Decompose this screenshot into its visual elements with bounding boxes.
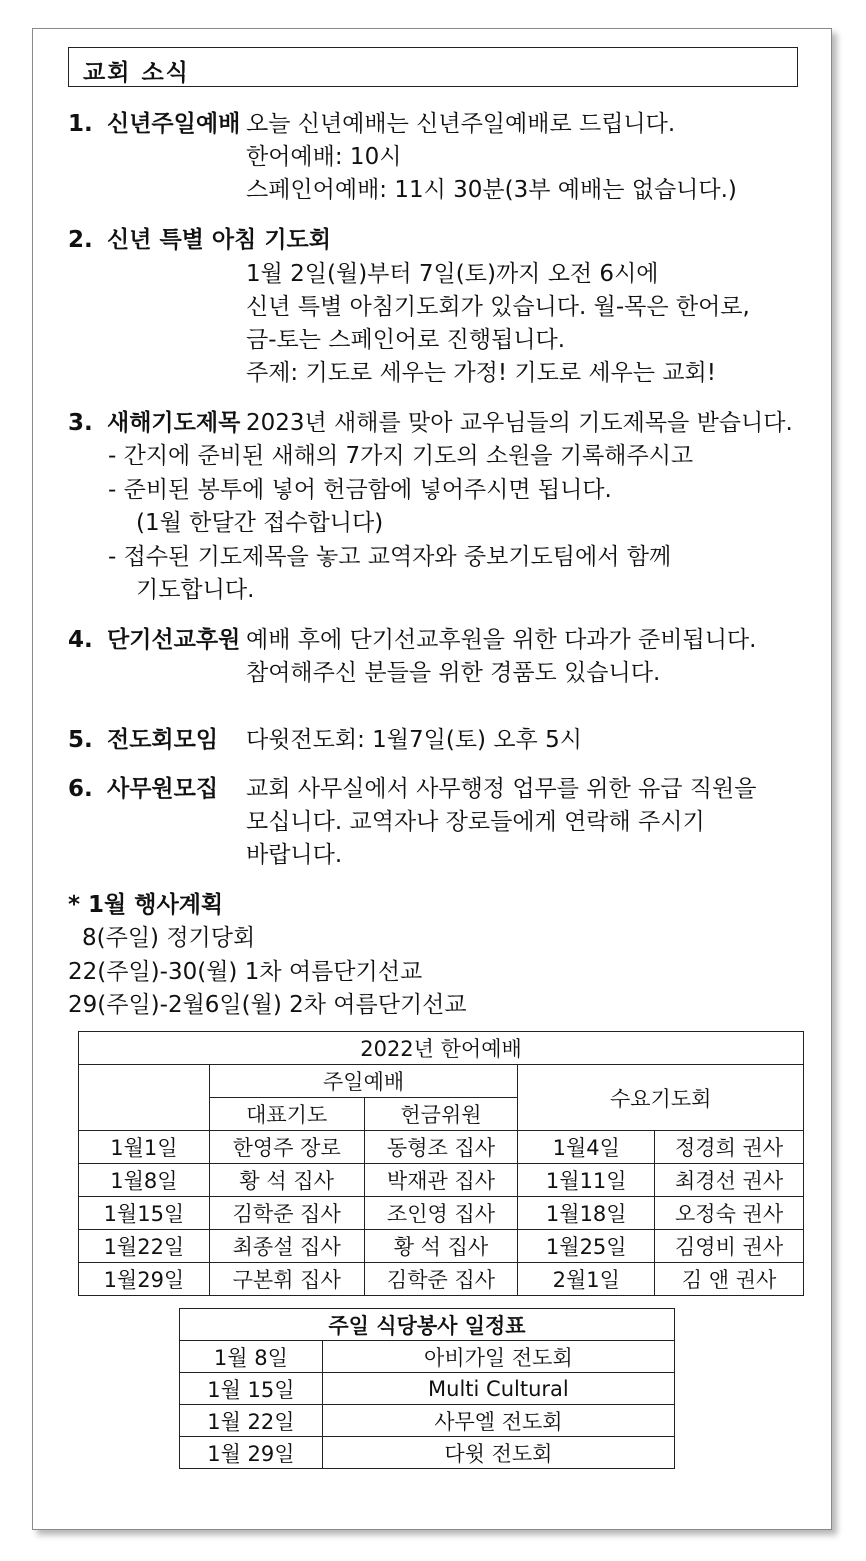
sunday-date: 1월8일 — [79, 1164, 210, 1197]
events-heading: * 1월 행사계획 — [68, 892, 224, 918]
wednesday-leader: 김 앤 권사 — [655, 1263, 804, 1296]
wednesday-leader: 김영비 권사 — [655, 1230, 804, 1263]
news-1-line: 스페인어예배: 11시 30분(3부 예배는 없습니다.) — [246, 177, 737, 203]
news-2-number: 2. — [68, 227, 93, 253]
sunday-worship-header: 주일예배 — [209, 1065, 518, 1098]
wednesday-date: 1월11일 — [518, 1164, 655, 1197]
prayer-leader: 황 석 집사 — [209, 1164, 364, 1197]
table-row — [180, 1373, 675, 1405]
prayer-leader: 김학준 집사 — [209, 1197, 364, 1230]
news-5-title: 전도회모임 — [107, 727, 219, 753]
news-1-title: 신년주일예배 — [107, 111, 241, 137]
news-4-number: 4. — [68, 627, 93, 653]
news-3-line: 2023년 새해를 맞아 교우님들의 기도제목을 받습니다. — [246, 410, 793, 436]
news-2-line: 주제: 기도로 세우는 가정! 기도로 세우는 교회! — [246, 360, 716, 386]
event-item: 8(주일) 정기당회 — [82, 925, 256, 951]
table-row — [79, 1197, 804, 1230]
offering-usher: 조인영 집사 — [364, 1197, 518, 1230]
section-header — [68, 47, 798, 87]
news-4-title: 단기선교후원 — [107, 627, 241, 653]
lunch-group: 사무엘 전도회 — [322, 1405, 674, 1437]
news-4-line: 참여해주신 분들을 위한 경품도 있습니다. — [246, 660, 661, 686]
lunch-date: 1월 8일 — [180, 1341, 323, 1373]
wednesday-leader: 정경희 권사 — [655, 1131, 804, 1164]
prayer-leader-header: 대표기도 — [209, 1098, 364, 1131]
section-title: 교회 소식 — [83, 60, 190, 86]
date-header-cell — [79, 1065, 210, 1131]
table-row — [79, 1164, 804, 1197]
news-1-number: 1. — [68, 111, 93, 137]
offering-usher: 황 석 집사 — [364, 1230, 518, 1263]
sunday-date: 1월15일 — [79, 1197, 210, 1230]
event-item: 29(주일)-2월6일(월) 2차 여름단기선교 — [68, 992, 467, 1018]
prayer-leader: 최종설 집사 — [209, 1230, 364, 1263]
news-3-number: 3. — [68, 410, 93, 436]
lunch-date: 1월 29일 — [180, 1437, 323, 1469]
wednesday-leader: 최경선 권사 — [655, 1164, 804, 1197]
lunch-service-table — [179, 1308, 675, 1469]
wednesday-date: 1월25일 — [518, 1230, 655, 1263]
news-2-line: 금-토는 스페인어로 진행됩니다. — [246, 327, 566, 353]
news-6-number: 6. — [68, 776, 93, 802]
table-row — [79, 1131, 804, 1164]
offering-usher: 동형조 집사 — [364, 1131, 518, 1164]
news-6-line: 교회 사무실에서 사무행정 업무를 위한 유급 직원을 — [246, 776, 757, 802]
news-3-line: 기도합니다. — [136, 577, 255, 603]
table-row — [180, 1437, 675, 1469]
offering-usher: 박재관 집사 — [364, 1164, 518, 1197]
wednesday-prayer-header: 수요기도회 — [518, 1065, 804, 1131]
news-2-line: 신년 특별 아침기도회가 있습니다. 월-목은 한어로, — [246, 294, 750, 320]
news-1-line: 오늘 신년예배는 신년주일예배로 드립니다. — [246, 111, 676, 137]
news-1-line: 한어예배: 10시 — [246, 144, 402, 170]
news-3-bullet: - 접수된 기도제목을 놓고 교역자와 중보기도팀에서 함께 — [108, 544, 672, 570]
lunch-date: 1월 22일 — [180, 1405, 323, 1437]
lunch-group: 다윗 전도회 — [322, 1437, 674, 1469]
wednesday-date: 1월18일 — [518, 1197, 655, 1230]
offering-header: 헌금위원 — [364, 1098, 518, 1131]
prayer-leader: 한영주 장로 — [209, 1131, 364, 1164]
news-5-line: 다윗전도회: 1월7일(토) 오후 5시 — [246, 727, 582, 753]
news-6-title: 사무원모집 — [107, 776, 219, 802]
prayer-leader: 구본휘 집사 — [209, 1263, 364, 1296]
sunday-date: 1월1일 — [79, 1131, 210, 1164]
table-row — [180, 1341, 675, 1373]
wednesday-leader: 오정숙 권사 — [655, 1197, 804, 1230]
news-3-title: 새해기도제목 — [107, 410, 241, 436]
news-4-line: 예배 후에 단기선교후원을 위한 다과가 준비됩니다. — [246, 627, 757, 653]
news-6-line: 모십니다. 교역자나 장로들에게 연락해 주시기 — [246, 809, 705, 835]
lunch-date: 1월 15일 — [180, 1373, 323, 1405]
news-6-line: 바랍니다. — [246, 842, 343, 868]
news-5-number: 5. — [68, 727, 93, 753]
lunch-group: Multi Cultural — [322, 1373, 674, 1405]
news-2-title: 신년 특별 아침 기도회 — [107, 227, 331, 253]
lunch-group: 아비가일 전도회 — [322, 1341, 674, 1373]
news-2-line: 1월 2일(월)부터 7일(토)까지 오전 6시에 — [246, 261, 659, 287]
news-3-bullet: - 준비된 봉투에 넣어 헌금함에 넣어주시면 됩니다. — [108, 477, 612, 503]
wednesday-date: 1월4일 — [518, 1131, 655, 1164]
worship-table-title: 2022년 한어예배 — [79, 1032, 804, 1065]
wednesday-date: 2월1일 — [518, 1263, 655, 1296]
table-row — [180, 1405, 675, 1437]
news-3-bullet: - 간지에 준비된 새해의 7가지 기도의 소원을 기록해주시고 — [108, 443, 694, 469]
event-item: 22(주일)-30(월) 1차 여름단기선교 — [68, 959, 423, 985]
worship-schedule-table — [78, 1031, 804, 1296]
sunday-date: 1월22일 — [79, 1230, 210, 1263]
offering-usher: 김학준 집사 — [364, 1263, 518, 1296]
sunday-date: 1월29일 — [79, 1263, 210, 1296]
table-row — [79, 1263, 804, 1296]
table-row — [79, 1230, 804, 1263]
lunch-table-title: 주일 식당봉사 일정표 — [180, 1309, 675, 1341]
news-3-line: (1월 한달간 접수합니다) — [136, 510, 384, 536]
